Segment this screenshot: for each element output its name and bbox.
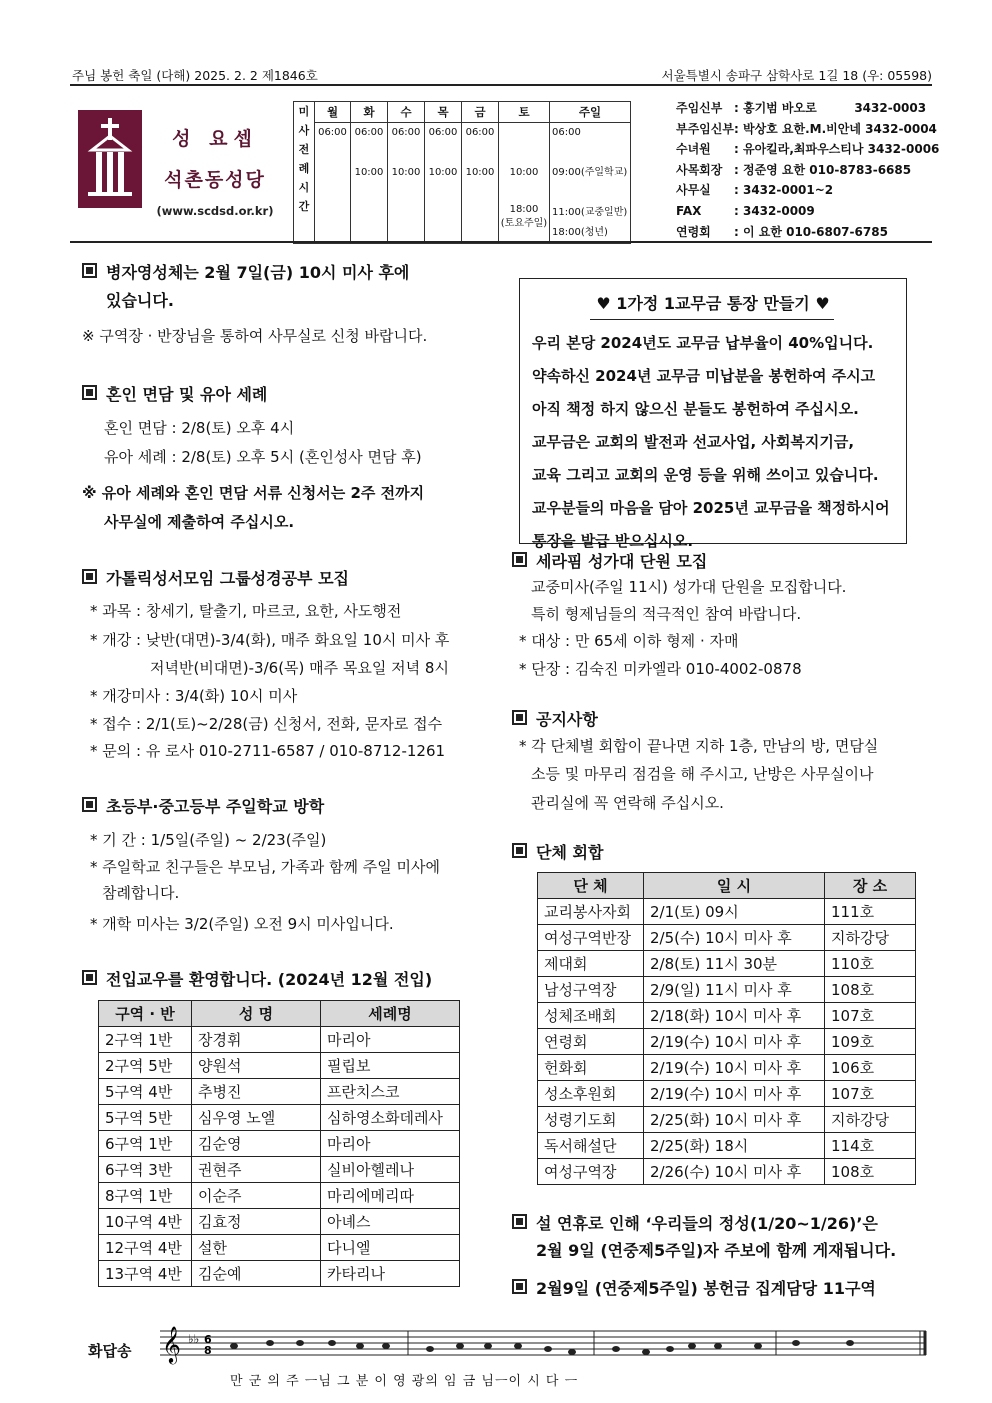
tithe-notice-body: 우리 본당 2024년도 교무금 납부율이 40%입니다. 약속하신 2024년 교무금 미납분을 봉헌하여 주시고 아직 책정 하지 않으신 분들도 봉헌하여 주십시오. 교무금은 교회의 발전과 선교사업, 사회복지기금, 교육 그리고 교회의 운영 등을 위해 쓰이고 있습니다. 교우분들의 마음을 담아 2025년 교무금을 책정하시어 통장을 발급 받으십시오. [532,334,890,550]
section-newcomers-title: 전입교우를 환영합니다. (2024년 12월 전입) [82,967,432,990]
table-row [538,1029,916,1055]
name-cell: 권현주 [192,1157,321,1183]
contact-convent: 수녀원 : 유아킬라,최파우스티나 3432-0006 [676,142,940,157]
contacts-list [676,98,939,242]
day-wed: 수 [388,102,425,123]
name-cell: 양원석 [192,1053,321,1079]
mass-schedule-table [293,101,631,244]
table-row [538,899,916,925]
table-row [538,1159,916,1185]
bullet-square-icon [82,797,97,812]
bible-register: * 접수 : 2/1(토)~2/28(금) 신청서, 전화, 문자로 접수 [90,715,443,733]
contact-office: 사무실 : 3432-0001~2 [676,183,834,198]
table-row [99,1053,460,1079]
baptismal-name-cell: 필립보 [321,1053,460,1079]
tithe-notice-box [519,278,907,550]
parish-name-block [150,124,280,218]
table-row [538,1081,916,1107]
svg-text:6: 6 [204,1333,212,1346]
music-staff-icon [160,1325,930,1371]
name-cell: 김효정 [192,1209,321,1235]
fri-times: 06:00 10:00 [462,123,499,244]
datetime-cell: 2/19(수) 10시 미사 후 [644,1081,825,1107]
baptism-note-2: 사무실에 제출하여 주십시오. [104,513,295,531]
baptismal-name-cell: 실비아헬레나 [321,1157,460,1183]
datetime-cell: 2/8(토) 11시 30분 [644,951,825,977]
thu-times: 06:00 10:00 [425,123,462,244]
svg-text:♭♭: ♭♭ [188,1332,200,1346]
sat-times: 10:00 18:00 (토요주일) [499,123,550,244]
col-datetime: 일 시 [644,873,825,899]
day-sun: 주일 [550,102,631,123]
bible-contact: * 문의 : 유 로사 010-2711-6587 / 010-8712-1261 [90,742,446,760]
group-cell: 여성구역장 [538,1159,644,1185]
day-fri: 금 [462,102,499,123]
sick-communion-note: ※ 구역장 · 반장님을 통하여 사무실로 신청 바랍니다. [82,327,428,345]
place-cell: 108호 [825,1159,916,1185]
choir-leader: * 단장 : 김숙진 미카엘라 010-4002-0878 [519,660,802,678]
notice-line-3: 관리실에 꼭 연락해 주십시오. [531,794,724,812]
school-note-1: * 주일학교 친구들은 부모님, 가족과 함께 주일 미사에 [90,858,440,876]
infant-baptism: 유아 세례 : 2/8(토) 오후 5시 (혼인성사 면담 후) [104,448,422,466]
section-sick-communion-title: 병자영성체는 2월 7일(금) 10시 미사 후에 [82,260,409,283]
col-baptismal-name: 세례명 [321,1001,460,1027]
place-cell: 107호 [825,1081,916,1107]
table-row [99,1079,460,1105]
section-divider [70,241,932,243]
table-row [99,1131,460,1157]
title-underline [590,319,834,320]
school-note-2: 참례합니다. [102,884,180,902]
mon-times: 06:00 [315,123,351,244]
group-cell: 여성구역반장 [538,925,644,951]
marriage-interview: 혼인 면담 : 2/8(토) 오후 4시 [104,419,295,437]
place-cell: 109호 [825,1029,916,1055]
baptismal-name-cell: 다니엘 [321,1235,460,1261]
district-cell: 2구역 1반 [99,1027,192,1053]
contributions-notice-1: 설 연휴로 인해 ‘우리들의 정성(1/20~1/26)’은 [512,1211,878,1234]
notice-line-2: 소등 및 마무리 점검을 해 주시고, 난방은 사무실이나 [531,765,874,783]
choir-line-1: 교중미사(주일 11시) 성가대 단원을 모집합니다. [531,578,847,596]
section-sunday-school-title: 초등부·중고등부 주일학교 방학 [82,794,324,817]
bullet-square-icon [512,1279,527,1294]
name-cell: 김순영 [192,1131,321,1157]
district-cell: 5구역 4반 [99,1079,192,1105]
sun-times: 06:00 09:00(주일학교) 11:00(교중일반) 18:00(청년) [550,123,631,244]
group-cell: 성체조배회 [538,1003,644,1029]
header-divider [70,84,932,86]
church-logo-icon [78,110,142,208]
bible-opening: * 개강 : 낮반(대면)-3/4(화), 매주 화요일 10시 미사 후 [90,631,450,649]
baptismal-name-cell: 마리아 [321,1131,460,1157]
district-cell: 2구역 5반 [99,1053,192,1079]
name-cell: 장경휘 [192,1027,321,1053]
place-cell: 107호 [825,1003,916,1029]
group-cell: 성소후원회 [538,1081,644,1107]
sick-communion-title-cont: 있습니다. [106,291,174,310]
svg-text:𝄞: 𝄞 [162,1325,181,1363]
wed-times: 06:00 10:00 [388,123,425,244]
col-group: 단 체 [538,873,644,899]
contributions-notice-2: 2월 9일 (연중제5주일)자 주보에 함께 게재됩니다. [536,1241,897,1260]
table-row [99,1261,460,1287]
bible-mass: * 개강미사 : 3/4(화) 10시 미사 [90,687,298,705]
bullet-square-icon [82,569,97,584]
datetime-cell: 2/26(수) 10시 미사 후 [644,1159,825,1185]
table-row [538,951,916,977]
district-cell: 10구역 4반 [99,1209,192,1235]
bullet-square-icon [512,843,527,858]
bullet-square-icon [82,263,97,278]
baptismal-name-cell: 프란치스코 [321,1079,460,1105]
bullet-square-icon [512,710,527,725]
col-place: 장 소 [825,873,916,899]
datetime-cell: 2/9(일) 11시 미사 후 [644,977,825,1003]
bible-subjects: * 과목 : 창세기, 탈출기, 마르코, 요한, 사도행전 [90,602,402,620]
place-cell: 지하강당 [825,925,916,951]
place-cell: 110호 [825,951,916,977]
place-cell: 108호 [825,977,916,1003]
table-row [538,1107,916,1133]
bullet-square-icon [82,970,97,985]
school-reopen: * 개학 미사는 3/2(주일) 오전 9시 미사입니다. [90,915,394,933]
district-cell: 6구역 1반 [99,1131,192,1157]
baptism-note-1: ※ 유아 세례와 혼인 면담 서류 신청서는 2주 전까지 [82,484,425,502]
table-row [99,1157,460,1183]
place-cell: 111호 [825,899,916,925]
psalm-lyrics: 만 군 의 주 ㅡ님 그 분 이 영 광의 임 금 님ㅡ이 시 다 ㅡ [230,1374,579,1389]
col-district: 구역 · 반 [99,1001,192,1027]
group-cell: 연령회 [538,1029,644,1055]
table-row [99,1105,460,1131]
parish-name-2: 석촌동성당 [164,169,266,191]
meetings-table [537,872,916,1185]
name-cell: 이순주 [192,1183,321,1209]
group-cell: 교리봉사자회 [538,899,644,925]
place-cell: 114호 [825,1133,916,1159]
section-choir-title: 세라핌 성가대 단원 모집 [512,549,707,572]
table-row [538,925,916,951]
table-row [99,1209,460,1235]
school-period: * 기 간 : 1/5일(주일) ~ 2/23(주일) [90,831,327,849]
datetime-cell: 2/25(화) 18시 [644,1133,825,1159]
table-row [538,1003,916,1029]
tithe-notice-title: ♥ 1가정 1교무금 통장 만들기 ♥ [596,294,830,313]
place-cell: 지하강당 [825,1107,916,1133]
district-cell: 13구역 4반 [99,1261,192,1287]
group-cell: 성령기도회 [538,1107,644,1133]
table-row [538,977,916,1003]
baptismal-name-cell: 심하영소화데레사 [321,1105,460,1131]
choir-line-2: 특히 형제님들의 적극적인 참여 바랍니다. [531,605,802,623]
baptismal-name-cell: 마리에메리따 [321,1183,460,1209]
name-cell: 추병진 [192,1079,321,1105]
choir-target: * 대상 : 만 65세 이하 형제 · 자매 [519,632,739,650]
tue-times: 06:00 10:00 [351,123,388,244]
district-cell: 6구역 3반 [99,1157,192,1183]
day-thu: 목 [425,102,462,123]
contact-council-chair: 사목회장 : 정준영 요한 010-8783-6685 [676,162,912,177]
notice-line-1: * 각 단체별 회합이 끝나면 지하 1층, 만남의 방, 면담실 [519,737,879,755]
newcomers-table [98,1000,460,1287]
name-cell: 김순예 [192,1261,321,1287]
offering-district-notice: 2월9일 (연중제5주일) 봉헌금 집계담당 11구역 [512,1276,876,1299]
section-meetings-title: 단체 회합 [512,840,603,863]
group-cell: 제대회 [538,951,644,977]
baptismal-name-cell: 아녜스 [321,1209,460,1235]
table-row [99,1235,460,1261]
datetime-cell: 2/18(화) 10시 미사 후 [644,1003,825,1029]
svg-text:8: 8 [204,1344,212,1357]
datetime-cell: 2/19(수) 10시 미사 후 [644,1029,825,1055]
bullet-square-icon [82,385,97,400]
parish-url[interactable]: (www.scdsd.or.kr) [156,204,274,218]
bullet-square-icon [512,552,527,567]
datetime-cell: 2/25(화) 10시 미사 후 [644,1107,825,1133]
district-cell: 5구역 5반 [99,1105,192,1131]
contact-pastor: 주임신부 : 홍기범 바오로 3432-0003 [676,101,927,115]
parish-name-1: 성 요셉 [172,128,258,150]
name-cell: 설한 [192,1235,321,1261]
datetime-cell: 2/1(토) 09시 [644,899,825,925]
table-row [99,1183,460,1209]
district-cell: 8구역 1반 [99,1183,192,1209]
datetime-cell: 2/5(수) 10시 미사 후 [644,925,825,951]
table-row [538,1133,916,1159]
group-cell: 남성구역장 [538,977,644,1003]
section-bible-study-title: 가톨릭성서모임 그룹성경공부 모집 [82,566,349,589]
group-cell: 독서해설단 [538,1133,644,1159]
bible-evening: 저녁반(비대면)-3/6(목) 매주 목요일 저녁 8시 [150,659,449,677]
psalm-label: 화답송 [88,1342,132,1360]
day-tue: 화 [351,102,388,123]
day-sat: 토 [499,102,550,123]
baptismal-name-cell: 카타리나 [321,1261,460,1287]
contact-fax: FAX : 3432-0009 [676,203,815,218]
datetime-cell: 2/19(수) 10시 미사 후 [644,1055,825,1081]
col-name: 성 명 [192,1001,321,1027]
baptismal-name-cell: 마리아 [321,1027,460,1053]
section-notice-title: 공지사항 [512,707,598,730]
table-row [538,1055,916,1081]
contact-assistant-pastor: 부주임신부: 박상호 요한.M.비안네 3432-0004 [676,121,937,136]
table-row [99,1027,460,1053]
bullet-square-icon [512,1214,527,1229]
masthead [72,64,932,84]
mass-label: 미 사 전 례 시 간 [294,102,315,244]
contact-funeral-assoc: 연령회 : 이 요한 010-6807-6785 [676,224,888,239]
group-cell: 헌화회 [538,1055,644,1081]
district-cell: 12구역 4반 [99,1235,192,1261]
day-mon: 월 [315,102,351,123]
place-cell: 106호 [825,1055,916,1081]
church-logo [78,110,142,208]
address: 서울특별시 송파구 삼학사로 1길 18 (우: 05598) [661,68,932,83]
issue-info: 주님 봉헌 축일 (다해) 2025. 2. 2 제1846호 [72,68,318,83]
section-marriage-baptism-title: 혼인 면담 및 유아 세례 [82,382,267,405]
name-cell: 심우영 노엘 [192,1105,321,1131]
